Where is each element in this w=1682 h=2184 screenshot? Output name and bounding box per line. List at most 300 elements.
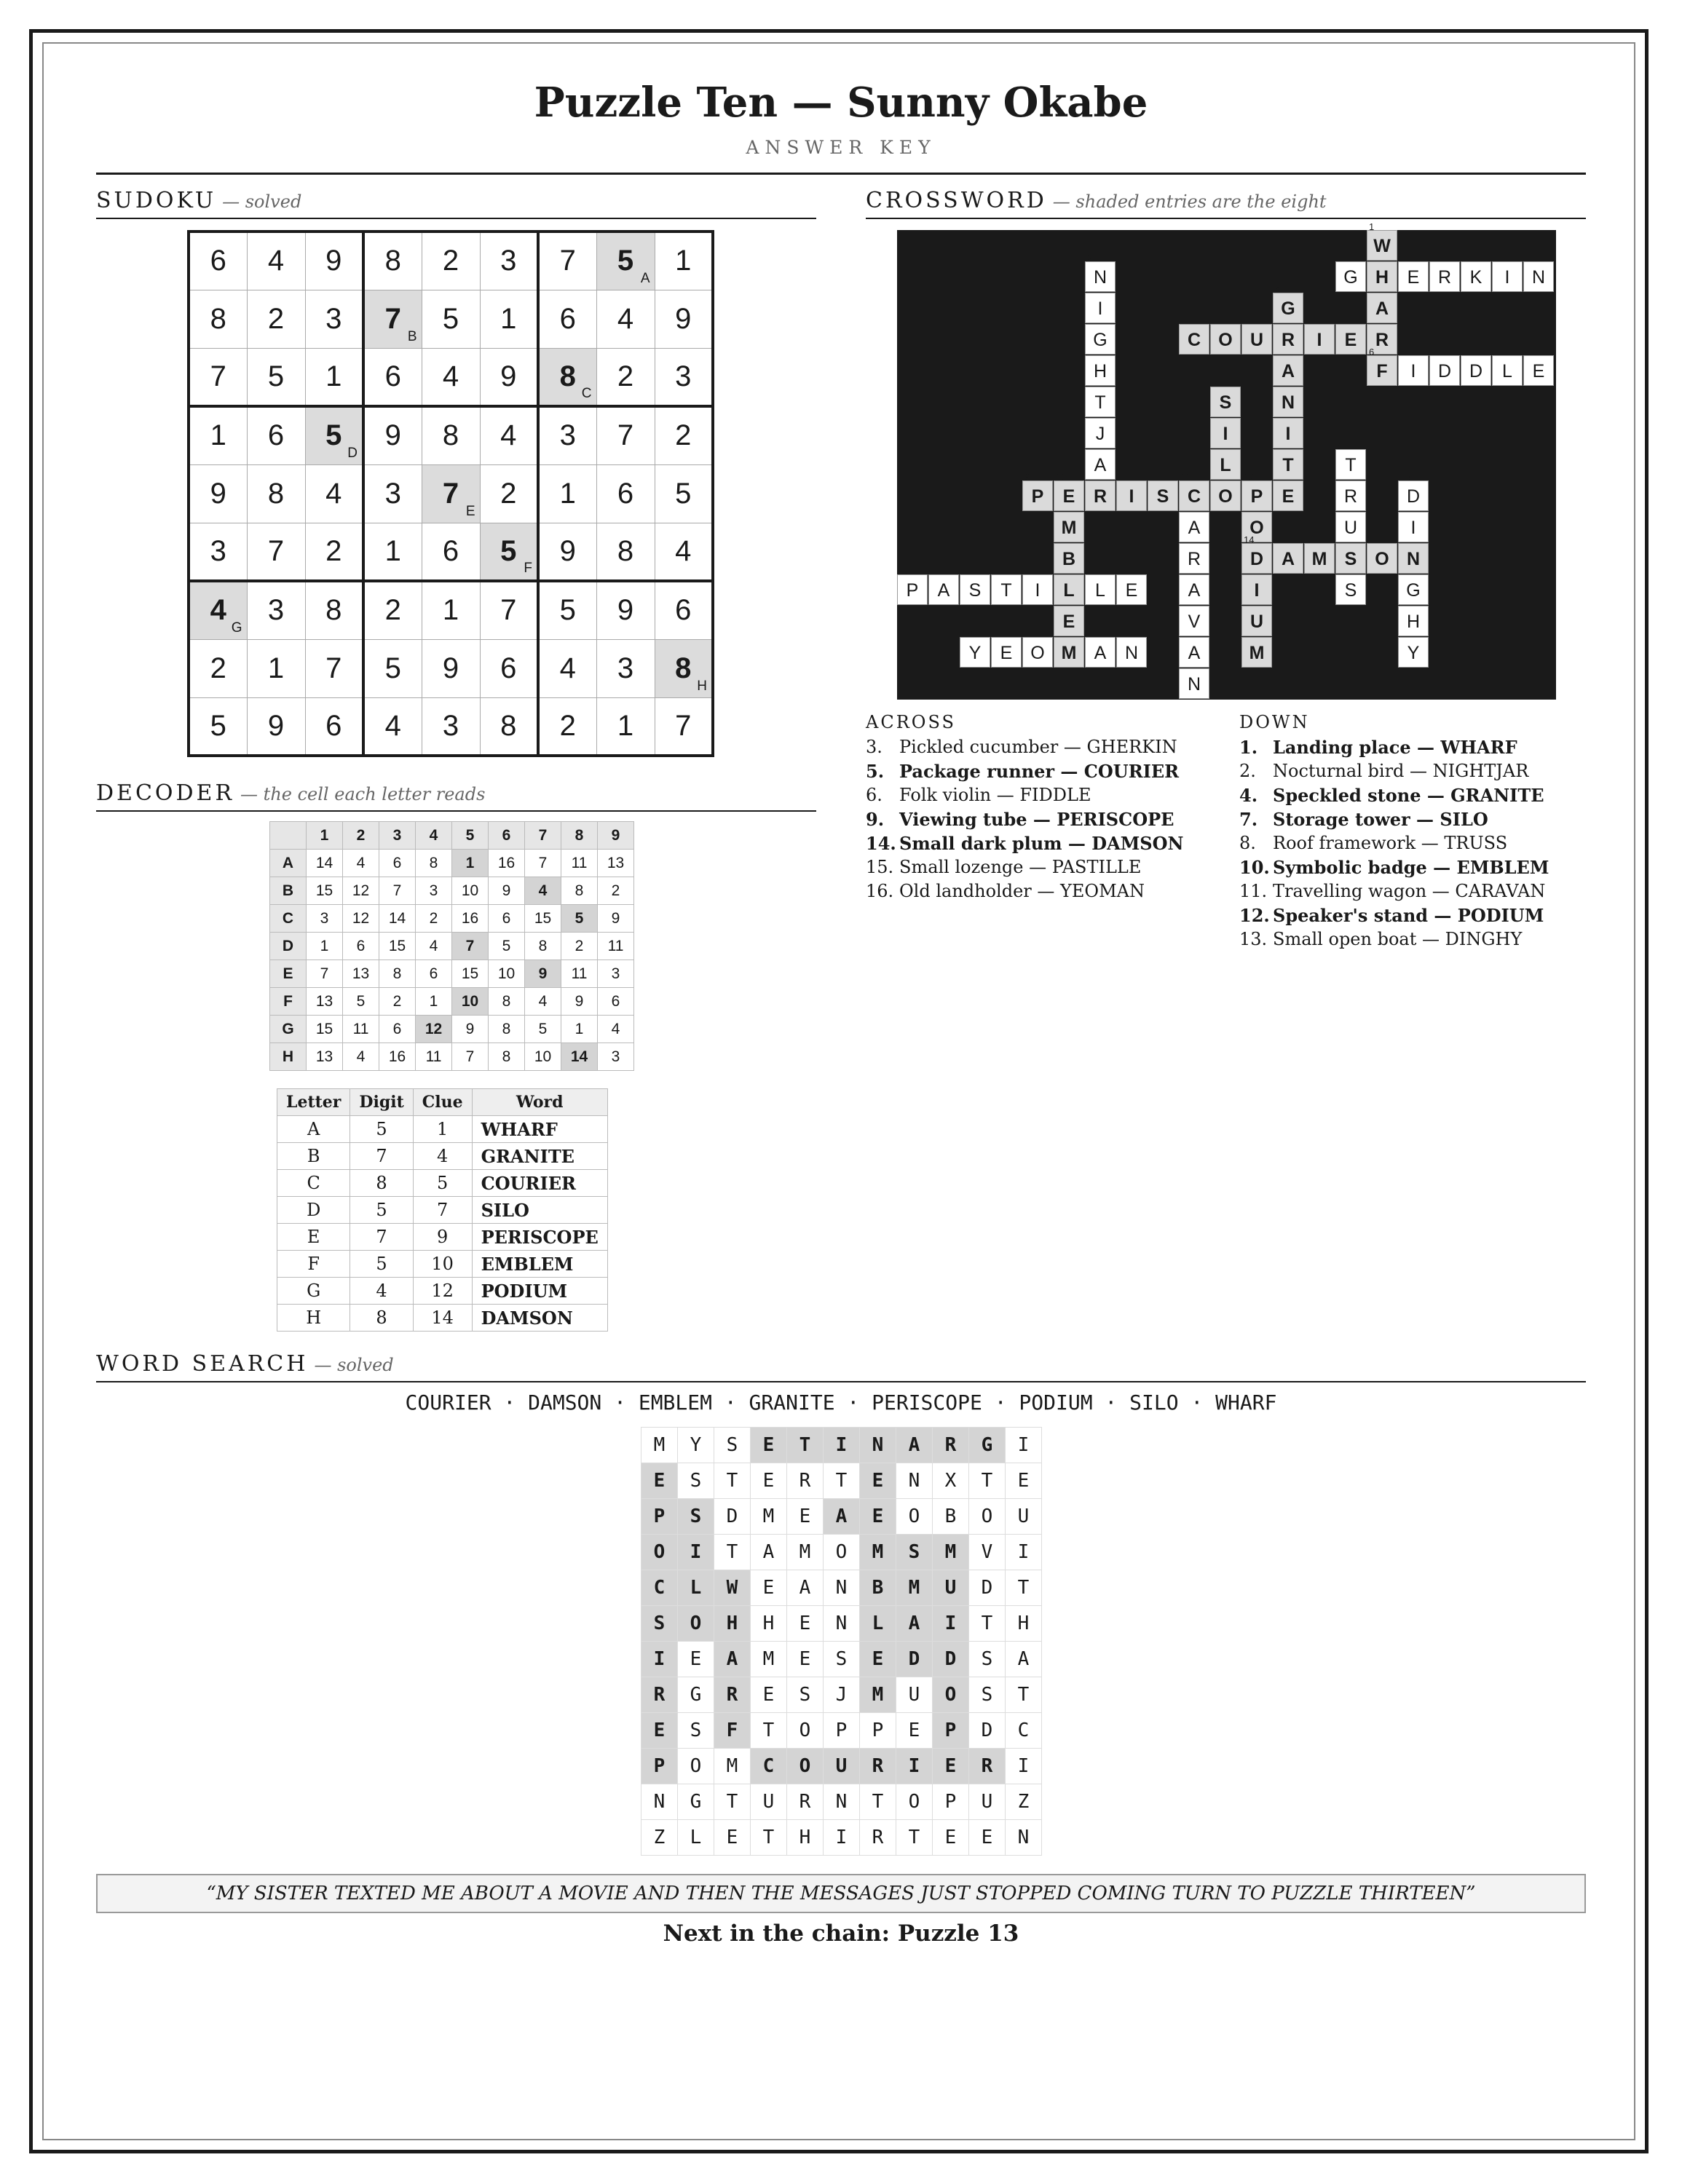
wordsearch-cell: E <box>751 1570 787 1606</box>
sudoku-cell: 7 <box>538 232 596 290</box>
decoder-cell: 10 <box>525 1043 561 1071</box>
clue-row <box>1239 735 1549 759</box>
crossword-letter: M <box>1061 518 1077 538</box>
sudoku-cell: 1 <box>247 639 305 697</box>
wordsearch-cell: O <box>896 1499 933 1535</box>
crossword-cell <box>1398 472 1429 511</box>
across-heading: ACROSS <box>866 712 956 732</box>
decoder-column-header: 7 <box>525 822 561 850</box>
clue-text: Old landholder — YEOMAN <box>899 881 1145 901</box>
wordsearch-cell: Z <box>641 1820 678 1856</box>
crossword-clue-number: 1 <box>1369 221 1375 232</box>
sudoku-row <box>189 348 713 406</box>
crossword-letter: T <box>1000 580 1012 601</box>
key-cell: 12 <box>413 1278 472 1305</box>
key-cell: 7 <box>413 1197 472 1224</box>
key-row <box>277 1305 608 1332</box>
wordsearch-cell: O <box>824 1535 860 1570</box>
across-clues <box>866 735 1183 903</box>
clue-number: 14. <box>866 833 896 854</box>
key-cell: 4 <box>350 1278 413 1305</box>
sudoku-cell: 3 <box>596 639 655 697</box>
crossword-cell <box>1335 512 1366 542</box>
clue-number: 12. <box>1239 905 1270 926</box>
crossword-cell <box>1335 574 1366 605</box>
sudoku-cell: 4 <box>305 464 363 523</box>
sudoku-cell: 1 <box>596 697 655 756</box>
decoder-cell: 8 <box>416 850 452 877</box>
crossword-heading-note: — shaded entries are the eight <box>1052 191 1327 212</box>
wordsearch-cell: T <box>714 1535 751 1570</box>
decoder-column-header: 2 <box>343 822 379 850</box>
wordsearch-cell: U <box>896 1677 933 1713</box>
crossword-cell <box>1210 378 1241 417</box>
decoder-cell: 15 <box>452 960 489 988</box>
crossword-letter: O <box>1375 549 1389 569</box>
decoder-cell-highlight: 10 <box>452 988 489 1016</box>
crossword-letter: G <box>1343 267 1358 288</box>
key-cell: 5 <box>350 1116 413 1143</box>
wordsearch-heading <box>96 1351 1586 1382</box>
wordsearch-cell: G <box>678 1784 714 1820</box>
crossword-letter: R <box>1093 486 1107 507</box>
decoder-cell-highlight: 4 <box>525 877 561 905</box>
crossword-cell <box>1273 324 1303 355</box>
sudoku-cell: 3 <box>538 406 596 464</box>
decoder-cell: 8 <box>525 933 561 960</box>
clue-number: 11. <box>1239 881 1268 901</box>
crossword-cell <box>1335 543 1366 574</box>
wordsearch-cell: T <box>1006 1677 1042 1713</box>
decoder-cell: 11 <box>343 1016 379 1043</box>
sudoku-row <box>189 406 713 464</box>
crossword-cell <box>1054 512 1084 542</box>
sudoku-cell: 6 <box>247 406 305 464</box>
key-cell: C <box>277 1170 350 1197</box>
sudoku-row <box>189 697 713 756</box>
decoder-cell: 15 <box>307 1016 343 1043</box>
decoder-cell: 15 <box>525 905 561 933</box>
wordsearch-cell: T <box>1006 1570 1042 1606</box>
crossword-letter: B <box>1062 549 1076 569</box>
crossword-letter: O <box>1218 486 1233 507</box>
clue-number: 5. <box>866 761 885 782</box>
sudoku-cell: 1 <box>655 232 713 290</box>
wordsearch-cell-found: E <box>751 1428 787 1463</box>
wordsearch-cell: S <box>969 1677 1006 1713</box>
crossword-letter: F <box>1376 361 1388 381</box>
wordsearch-cell: N <box>824 1570 860 1606</box>
wordsearch-row <box>641 1749 1042 1784</box>
sudoku-cell-marked: 7 E <box>422 464 480 523</box>
crossword-cell <box>1367 221 1397 261</box>
crossword-cell <box>1273 284 1303 323</box>
wordsearch-cell: A <box>751 1535 787 1570</box>
decoder-cell: 2 <box>416 905 452 933</box>
sudoku-cell: 5 <box>247 348 305 406</box>
clue-row <box>866 735 1183 759</box>
wordsearch-word-list: COURIER · DAMSON · EMBLEM · GRANITE · PERISCOPE · PODIUM · SILO · WHARF <box>405 1390 1277 1415</box>
crossword-cell <box>1148 480 1178 511</box>
wordsearch-cell-found: E <box>860 1499 896 1535</box>
crossword-letter: W <box>1373 236 1391 256</box>
decoder-row-header: H <box>270 1043 307 1071</box>
wordsearch-cell-found: I <box>896 1749 933 1784</box>
wordsearch-cell: O <box>787 1713 824 1749</box>
crossword-letter: N <box>1187 674 1201 695</box>
decoder-cell: 3 <box>598 1043 634 1071</box>
sudoku-row <box>189 290 713 348</box>
wordsearch-cell: M <box>641 1428 678 1463</box>
decoder-cell-highlight: 5 <box>561 905 598 933</box>
decoder-grid <box>269 821 634 1071</box>
decoder-cell: 5 <box>489 933 525 960</box>
decoder-cell: 5 <box>525 1016 561 1043</box>
wordsearch-cell: N <box>896 1463 933 1499</box>
sudoku-cell: 3 <box>363 464 422 523</box>
crossword-clue-number: 13 <box>1400 472 1411 483</box>
crossword-letter: A <box>1094 643 1107 663</box>
crossword-cell <box>1179 574 1209 605</box>
sudoku-grid <box>187 230 714 757</box>
sudoku-cell: 6 <box>363 348 422 406</box>
wordsearch-cell: G <box>678 1677 714 1713</box>
wordsearch-cell: C <box>1006 1713 1042 1749</box>
decoder-cell: 6 <box>416 960 452 988</box>
sudoku-cell-letter: F <box>524 561 532 576</box>
crossword-cell <box>1398 606 1429 636</box>
crossword-cell <box>1116 574 1147 605</box>
crossword-clue-number: 8 <box>1338 440 1343 451</box>
crossword-letter: E <box>1532 361 1545 381</box>
crossword-letter: L <box>1502 361 1512 381</box>
decoder-cell: 7 <box>452 1043 489 1071</box>
wordsearch-cell-found: L <box>678 1570 714 1606</box>
wordsearch-cell-found: P <box>641 1499 678 1535</box>
clue-number: 15. <box>866 857 894 877</box>
sudoku-cell-marked: 5 D <box>305 406 363 464</box>
clue-row <box>1239 927 1549 951</box>
sudoku-cell: 6 <box>189 232 247 290</box>
sudoku-cell: 3 <box>189 523 247 581</box>
decoder-cell: 16 <box>489 850 525 877</box>
wordsearch-cell: Z <box>1006 1784 1042 1820</box>
sudoku-cell: 8 <box>189 290 247 348</box>
crossword-letter: A <box>1281 549 1295 569</box>
crossword-letter: P <box>1250 486 1263 507</box>
crossword-clue-number: 15 <box>899 566 910 577</box>
decoder-cell: 8 <box>489 1016 525 1043</box>
crossword-cell <box>1179 606 1209 636</box>
crossword-letter: H <box>1093 361 1107 381</box>
sudoku-cell: 7 <box>247 523 305 581</box>
crossword-letter: U <box>1249 330 1264 350</box>
crossword-cell <box>1054 637 1084 668</box>
wordsearch-cell: E <box>678 1642 714 1677</box>
crossword-cell <box>1085 418 1116 448</box>
wordsearch-cell-found: D <box>896 1642 933 1677</box>
sudoku-cell: 2 <box>363 581 422 639</box>
crossword-letter: N <box>1093 267 1107 288</box>
decoder-cell: 11 <box>416 1043 452 1071</box>
clue-row <box>1239 759 1549 783</box>
clue-text: Small lozenge — PASTILLE <box>899 857 1142 877</box>
crossword-letter: S <box>1156 486 1169 507</box>
wordsearch-cell: I <box>1006 1749 1042 1784</box>
wordsearch-cell: E <box>896 1713 933 1749</box>
decoder-cell: 12 <box>343 877 379 905</box>
decoder-cell: 8 <box>489 1043 525 1071</box>
decoder-column-header: 5 <box>452 822 489 850</box>
decoder-cell: 3 <box>307 905 343 933</box>
decoder-cell: 1 <box>307 933 343 960</box>
crossword-letter: I <box>1223 424 1228 444</box>
sudoku-cell: 9 <box>480 348 538 406</box>
sudoku-row <box>189 464 713 523</box>
crossword-cell <box>1210 324 1241 355</box>
key-cell: WHARF <box>472 1116 607 1143</box>
crossword-cell <box>1398 637 1429 668</box>
wordsearch-cell-found: F <box>714 1713 751 1749</box>
crossword-cell <box>1179 668 1209 699</box>
decoder-cell: 8 <box>379 960 416 988</box>
wordsearch-cell-found: A <box>714 1642 751 1677</box>
crossword-cell <box>1179 637 1209 668</box>
clue-text: Package runner — COURIER <box>899 761 1180 782</box>
decoder-cell: 7 <box>525 850 561 877</box>
sudoku-heading-label: SUDOKU <box>96 188 217 213</box>
clue-row <box>1239 879 1549 903</box>
crossword-clue-number: 16 <box>962 628 973 639</box>
clue-text: Small open boat — DINGHY <box>1273 929 1523 949</box>
sudoku-cell: 6 <box>422 523 480 581</box>
crossword-cell <box>1304 324 1335 355</box>
clue-row <box>866 783 1183 807</box>
wordsearch-cell-found: R <box>641 1677 678 1713</box>
crossword-cell <box>1398 261 1429 292</box>
sudoku-cell: 9 <box>655 290 713 348</box>
decoder-cell: 6 <box>598 988 634 1016</box>
decoder-row <box>270 1016 634 1043</box>
sudoku-cell: 5 <box>189 697 247 756</box>
decoder-cell-highlight: 1 <box>452 850 489 877</box>
page-subtitle: ANSWER KEY <box>746 137 936 158</box>
decoder-row-header: C <box>270 905 307 933</box>
crossword-letter: L <box>1095 580 1105 601</box>
crossword-grid <box>897 221 1556 700</box>
wordsearch-row <box>641 1535 1042 1570</box>
crossword-cell <box>1335 324 1366 355</box>
wordsearch-cell-found: E <box>641 1463 678 1499</box>
clue-number: 6. <box>866 785 883 805</box>
decoder-row <box>270 1043 634 1071</box>
sudoku-cell: 8 <box>480 697 538 756</box>
wordsearch-cell: P <box>933 1784 969 1820</box>
clue-text: Roof framework — TRUSS <box>1273 833 1508 853</box>
crossword-cell <box>1022 472 1053 511</box>
wordsearch-cell: I <box>824 1820 860 1856</box>
wordsearch-cell: V <box>969 1535 1006 1570</box>
decoder-cell: 11 <box>561 850 598 877</box>
clue-text: Small dark plum — DAMSON <box>899 833 1184 854</box>
crossword-letter: I <box>1254 580 1260 601</box>
wordsearch-cell-found: M <box>860 1677 896 1713</box>
crossword-letter: Y <box>968 643 982 663</box>
crossword-cell <box>897 566 928 605</box>
sudoku-cell: 6 <box>596 464 655 523</box>
sudoku-cell: 7 <box>596 406 655 464</box>
wordsearch-row <box>641 1463 1042 1499</box>
wordsearch-cell: T <box>860 1784 896 1820</box>
crossword-letter: E <box>1125 580 1138 601</box>
decoder-row <box>270 905 634 933</box>
clue-number: 13. <box>1239 929 1268 949</box>
crossword-letter: A <box>1188 643 1201 663</box>
sudoku-cell-marked: 8 C <box>538 348 596 406</box>
clue-text: Speckled stone — GRANITE <box>1273 785 1544 806</box>
wordsearch-cell-found: S <box>896 1535 933 1570</box>
crossword-letter: U <box>1249 612 1264 632</box>
wordsearch-cell: S <box>969 1642 1006 1677</box>
key-cell: 5 <box>350 1251 413 1278</box>
crossword-clue-number: 10 <box>1056 472 1067 483</box>
sudoku-cell: 3 <box>247 581 305 639</box>
wordsearch-cell-found: R <box>714 1677 751 1713</box>
sudoku-cell: 3 <box>422 697 480 756</box>
decoder-cell: 2 <box>561 933 598 960</box>
wordsearch-cell: E <box>751 1677 787 1713</box>
sudoku-cell: 7 <box>480 581 538 639</box>
decoder-column-header: 6 <box>489 822 525 850</box>
crossword-cell <box>1273 355 1303 386</box>
crossword-letter: S <box>1344 580 1357 601</box>
key-column-header: Clue <box>413 1089 472 1116</box>
sudoku-cell: 2 <box>189 639 247 697</box>
decoder-cell: 11 <box>561 960 598 988</box>
crossword-letter: A <box>937 580 950 601</box>
crossword-letter: L <box>1063 580 1075 601</box>
crossword-cell <box>1116 480 1147 511</box>
wordsearch-cell: T <box>824 1463 860 1499</box>
wordsearch-cell: O <box>969 1499 1006 1535</box>
sudoku-cell: 9 <box>538 523 596 581</box>
wordsearch-cell-found: R <box>969 1749 1006 1784</box>
wordsearch-cell-found: S <box>678 1499 714 1535</box>
wordsearch-cell: S <box>678 1713 714 1749</box>
wordsearch-cell-found: N <box>860 1428 896 1463</box>
decoder-cell: 3 <box>598 960 634 988</box>
wordsearch-cell: T <box>714 1784 751 1820</box>
crossword-letter: A <box>1375 298 1389 319</box>
key-cell: COURIER <box>472 1170 607 1197</box>
wordsearch-cell-found: P <box>933 1713 969 1749</box>
wordsearch-heading-label: WORD SEARCH <box>96 1351 309 1377</box>
crossword-letter: E <box>1407 267 1420 288</box>
sudoku-cell: 1 <box>480 290 538 348</box>
crossword-letter: V <box>1188 612 1201 632</box>
clue-number: 1. <box>1239 737 1258 758</box>
decoder-cell: 4 <box>525 988 561 1016</box>
key-row <box>277 1116 608 1143</box>
crossword-cell <box>1367 293 1397 323</box>
clue-number: 2. <box>1239 761 1256 781</box>
decoder-row-header: G <box>270 1016 307 1043</box>
key-cell: G <box>277 1278 350 1305</box>
wordsearch-cell: H <box>1006 1606 1042 1642</box>
crossword-cell <box>1429 355 1460 386</box>
crossword-cell <box>1085 253 1116 292</box>
clue-text: Symbolic badge — EMBLEM <box>1273 857 1549 878</box>
clue-number: 7. <box>1239 809 1258 830</box>
crossword-cell <box>1398 543 1429 574</box>
crossword-cell <box>1241 472 1272 511</box>
clue-text: Travelling wagon — CARAVAN <box>1273 881 1546 901</box>
sudoku-cell: 1 <box>538 464 596 523</box>
wordsearch-cell: E <box>787 1499 824 1535</box>
crossword-letter: P <box>1031 486 1044 507</box>
crossword-letter: N <box>1124 643 1139 663</box>
crossword-cell <box>928 574 959 605</box>
crossword-cell <box>1273 449 1303 480</box>
clue-text: Viewing tube — PERISCOPE <box>899 809 1174 830</box>
wordsearch-cell-found: I <box>933 1606 969 1642</box>
wordsearch-grid <box>641 1427 1042 1856</box>
sudoku-cell-letter: C <box>581 386 592 401</box>
wordsearch-cell: E <box>714 1820 751 1856</box>
crossword-letter: N <box>1406 549 1421 569</box>
crossword-letter: R <box>1281 330 1295 350</box>
wordsearch-cell-found: D <box>933 1642 969 1677</box>
wordsearch-cell-found: O <box>933 1677 969 1713</box>
decoder-row-header: F <box>270 988 307 1016</box>
sudoku-cell-letter: D <box>347 445 358 461</box>
clue-row <box>1239 807 1549 831</box>
sudoku-cell: 1 <box>305 348 363 406</box>
decoder-cell: 9 <box>452 1016 489 1043</box>
decoder-cell: 8 <box>561 877 598 905</box>
wordsearch-cell-found: B <box>860 1570 896 1606</box>
decoder-row <box>270 850 634 877</box>
crossword-cell <box>1461 261 1491 292</box>
sudoku-cell-marked: 7 B <box>363 290 422 348</box>
wordsearch-row <box>641 1606 1042 1642</box>
key-cell: F <box>277 1251 350 1278</box>
crossword-cell <box>1461 355 1491 386</box>
crossword-letter: G <box>1281 298 1295 319</box>
decoder-cell: 9 <box>489 877 525 905</box>
decoder-cell: 4 <box>416 933 452 960</box>
crossword-cell <box>1273 480 1303 511</box>
sudoku-cell-letter: H <box>697 678 707 694</box>
wordsearch-cell: N <box>824 1606 860 1642</box>
crossword-clue-number: 9 <box>1024 472 1030 483</box>
wordsearch-cell: D <box>969 1570 1006 1606</box>
crossword-letter: P <box>906 580 919 601</box>
wordsearch-cell-found: W <box>714 1570 751 1606</box>
crossword-letter: O <box>1249 518 1264 538</box>
sudoku-row <box>189 581 713 639</box>
crossword-cell <box>1367 261 1397 292</box>
wordsearch-cell-found: R <box>860 1749 896 1784</box>
decoder-cell: 15 <box>307 877 343 905</box>
key-cell: B <box>277 1143 350 1170</box>
decoder-cell: 14 <box>379 905 416 933</box>
sudoku-cell: 4 <box>363 697 422 756</box>
crossword-letter: I <box>1410 518 1416 538</box>
wordsearch-cell-found: A <box>896 1606 933 1642</box>
key-cell: 4 <box>413 1143 472 1170</box>
crossword-cell <box>1085 574 1116 605</box>
